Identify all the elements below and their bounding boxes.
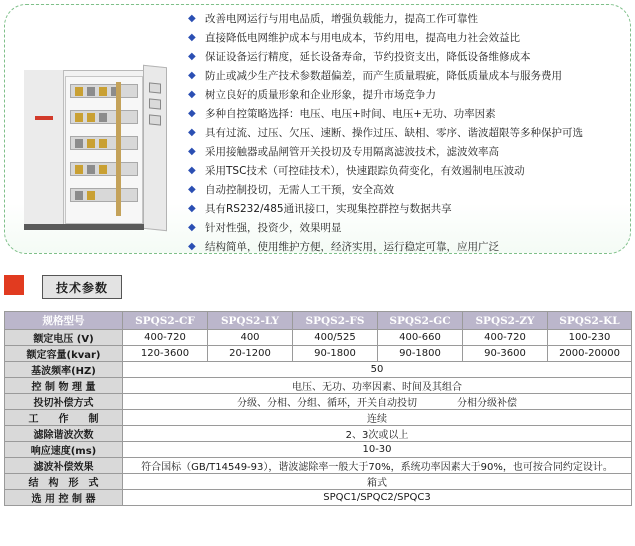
- cabinet-left-door: [24, 70, 64, 228]
- feature-text: 直接降低电网维护成本与用电成本，节约用电，提高电力社会效益比: [205, 32, 520, 44]
- table-row: [5, 458, 632, 474]
- feature-text: 针对性强，投资少，效果明显: [205, 222, 342, 234]
- cabinet-illustration: [24, 70, 168, 232]
- row-label: 投切补偿方式: [5, 394, 123, 410]
- parameters-table: [4, 311, 632, 506]
- table-cell: 20-1200: [208, 346, 293, 362]
- table-cell: 分级、分相、分组、循环，开关自动投切 分相分级补偿: [123, 394, 632, 410]
- feature-text: 保证设备运行精度，延长设备寿命，节约投资支出，降低设备维修成本: [205, 51, 531, 63]
- feature-item: [188, 218, 628, 237]
- feature-text: 具有过流、过压、欠压、速断、操作过压、缺相、零序、谐波超限等多种保护可选: [205, 127, 583, 139]
- table-cell: 400-660: [378, 330, 463, 346]
- table-cell: 2000-20000: [548, 346, 632, 362]
- diamond-bullet-icon: ◆: [188, 222, 196, 233]
- feature-item: [188, 85, 628, 104]
- diamond-bullet-icon: ◆: [188, 108, 196, 119]
- cabinet-rack: [70, 110, 138, 124]
- row-label: 选 用 控 制 器: [5, 490, 123, 506]
- feature-text: 多种自控策略选择：电压、电压+时间、电压+无功、功率因素: [205, 108, 496, 120]
- row-label: 额定容量(kvar): [5, 346, 123, 362]
- feature-item: [188, 66, 628, 85]
- feature-list: [188, 9, 628, 256]
- table-row: [5, 490, 632, 506]
- feature-text: 结构简单，使用维护方便，经济实用，运行稳定可靠，应用广泛: [205, 241, 499, 253]
- row-label: 滤波补偿效果: [5, 458, 123, 474]
- cabinet-rack: [70, 162, 138, 176]
- cabinet-busbar: [116, 82, 121, 216]
- row-label: 基波频率(HZ): [5, 362, 123, 378]
- table-row: [5, 474, 632, 490]
- cabinet-logo: [35, 116, 53, 120]
- feature-text: 采用接触器或晶闸管开关投切及专用隔离滤波技术，滤波效率高: [205, 146, 499, 158]
- diamond-bullet-icon: ◆: [188, 51, 196, 62]
- table-row: [5, 330, 632, 346]
- table-row: [5, 410, 632, 426]
- row-label: 响应速度(ms): [5, 442, 123, 458]
- row-label: 结 构 形 式: [5, 474, 123, 490]
- diamond-bullet-icon: ◆: [188, 241, 196, 252]
- section-marker: [4, 275, 24, 295]
- cabinet-rack: [70, 136, 138, 150]
- feature-item: [188, 28, 628, 47]
- feature-item: [188, 123, 628, 142]
- table-cell: 90-3600: [463, 346, 548, 362]
- table-cell: 400-720: [463, 330, 548, 346]
- table-row: [5, 442, 632, 458]
- cabinet-base: [24, 224, 144, 230]
- table-cell: 10-30: [123, 442, 632, 458]
- model-header-cell: SPQS2-ZY: [463, 312, 548, 330]
- section-title: 技术参数: [42, 275, 122, 299]
- diamond-bullet-icon: ◆: [188, 146, 196, 157]
- diamond-bullet-icon: ◆: [188, 184, 196, 195]
- table-cell: 400: [208, 330, 293, 346]
- table-cell: 100-230: [548, 330, 632, 346]
- row-label: 额定电压 (V): [5, 330, 123, 346]
- table-cell: 400-720: [123, 330, 208, 346]
- cabinet-rack: [70, 84, 138, 98]
- feature-text: 防止或减少生产技术参数超偏差，而产生质量瑕疵，降低质量成本与服务费用: [205, 70, 562, 82]
- table-cell: 连续: [123, 410, 632, 426]
- table-cell: 箱式: [123, 474, 632, 490]
- model-header-cell: SPQS2-CF: [123, 312, 208, 330]
- table-cell: 400/525: [293, 330, 378, 346]
- table-cell: SPQC1/SPQC2/SPQC3: [123, 490, 632, 506]
- table-row: [5, 394, 632, 410]
- diamond-bullet-icon: ◆: [188, 32, 196, 43]
- cabinet-rack: [70, 188, 138, 202]
- table-cell: 电压、无功、功率因素、时间及其组合: [123, 378, 632, 394]
- header-cell: 规格型号: [5, 312, 123, 330]
- diamond-bullet-icon: ◆: [188, 13, 196, 24]
- feature-item: [188, 237, 628, 256]
- model-header-cell: SPQS2-GC: [378, 312, 463, 330]
- feature-text: 改善电网运行与用电品质，增强负载能力，提高工作可靠性: [205, 13, 478, 25]
- feature-item: [188, 47, 628, 66]
- feature-item: [188, 104, 628, 123]
- table-cell: 90-1800: [378, 346, 463, 362]
- row-label: 工 作 制: [5, 410, 123, 426]
- diamond-bullet-icon: ◆: [188, 89, 196, 100]
- table-cell: 120-3600: [123, 346, 208, 362]
- feature-text: 具有RS232/485通讯接口，实现集控群控与数据共享: [205, 203, 452, 215]
- diamond-bullet-icon: ◆: [188, 70, 196, 81]
- table-row: [5, 362, 632, 378]
- feature-text: 采用TSC技术（可控硅技术），快速跟踪负荷变化，有效遏制电压波动: [205, 165, 525, 177]
- row-label: 滤除谐波次数: [5, 426, 123, 442]
- table-row: [5, 426, 632, 442]
- table-cell: 2、3次或以上: [123, 426, 632, 442]
- feature-text: 自动控制投切，无需人工干预，安全高效: [205, 184, 394, 196]
- diamond-bullet-icon: ◆: [188, 165, 196, 176]
- feature-text: 树立良好的质量形象和企业形象，提升市场竞争力: [205, 89, 436, 101]
- table-row: [5, 378, 632, 394]
- table-cell: 符合国标（GB/T14549-93），谐波滤除率一般大于70%，系统功率因素大于90%，也可按合同约定设计。: [123, 458, 632, 474]
- row-label: 控 制 物 理 量: [5, 378, 123, 394]
- feature-item: [188, 199, 628, 218]
- feature-item: [188, 161, 628, 180]
- feature-item: [188, 142, 628, 161]
- diamond-bullet-icon: ◆: [188, 127, 196, 138]
- table-row: [5, 346, 632, 362]
- table-header-row: [5, 312, 632, 330]
- cabinet-right-door: [143, 65, 167, 232]
- model-header-cell: SPQS2-FS: [293, 312, 378, 330]
- table-cell: 90-1800: [293, 346, 378, 362]
- model-header-cell: SPQS2-LY: [208, 312, 293, 330]
- model-header-cell: SPQS2-KL: [548, 312, 632, 330]
- table-cell: 50: [123, 362, 632, 378]
- feature-item: [188, 9, 628, 28]
- feature-item: [188, 180, 628, 199]
- diamond-bullet-icon: ◆: [188, 203, 196, 214]
